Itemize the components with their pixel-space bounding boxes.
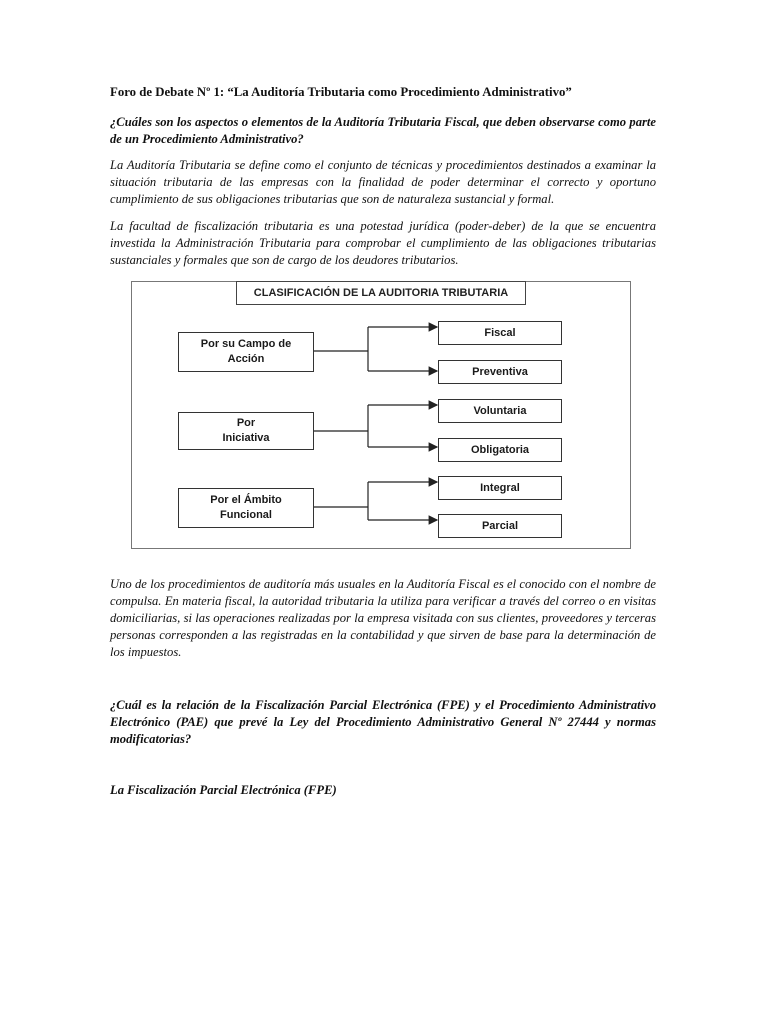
section-heading-fpe: La Fiscalización Parcial Electrónica (FPE) [110, 783, 337, 797]
question-1: ¿Cuáles son los aspectos o elementos de la Auditoría Tributaria Fiscal, que deben observarse como parte de un Procedimiento Administrativo? [110, 115, 656, 146]
paragraph-3: Uno de los procedimientos de auditoría más usuales en la Auditoría Fiscal es el conocido con el nombre de compulsa. En materia fiscal, la autoridad tributaria la utiliza para verificar a través del correo o en visitas domiciliarias, si las operaciones realizadas por la empresa visitada con sus clientes, proveedores y terceras personas corresponden a las registradas en la contabilidad y que sirven de base para la determinación de los impuestos. [110, 577, 656, 659]
category-ambito-funcional: Por el Ámbito Funcional [178, 488, 314, 528]
leaf-integral: Integral [438, 476, 562, 500]
document-title: Foro de Debate Nº 1: “La Auditoría Tributaria como Procedimiento Administrativo” [110, 85, 572, 99]
category-campo-accion: Por su Campo de Acción [178, 332, 314, 372]
paragraph-2: La facultad de fiscalización tributaria es una potestad jurídica (poder-deber) de la que se encuentra investida la Administración Tributaria para comprobar el cumplimiento de las obligaciones tributarias sustanciales y formales que son de cargo de los deudores tributarios. [110, 219, 656, 267]
leaf-fiscal: Fiscal [438, 321, 562, 345]
diagram-title: CLASIFICACIÓN DE LA AUDITORIA TRIBUTARIA [236, 281, 526, 305]
leaf-parcial: Parcial [438, 514, 562, 538]
leaf-voluntaria: Voluntaria [438, 399, 562, 423]
paragraph-1: La Auditoría Tributaria se define como el conjunto de técnicas y procedimientos destinados a examinar la situación tributaria de las empresas con la finalidad de poder determinar el correcto y oportuno cumplimiento de sus obligaciones tributarias que son de naturaleza sustancial y formal. [110, 158, 656, 206]
classification-diagram [131, 281, 631, 549]
leaf-obligatoria: Obligatoria [438, 438, 562, 462]
question-2: ¿Cuál es la relación de la Fiscalización Parcial Electrónica (FPE) y el Procedimiento Administrativo Electrónico (PAE) que prevé la Ley del Procedimiento Administrativo General Nº 27444 y normas modificatorias? [110, 698, 656, 746]
category-iniciativa: Por Iniciativa [178, 412, 314, 450]
leaf-preventiva: Preventiva [438, 360, 562, 384]
